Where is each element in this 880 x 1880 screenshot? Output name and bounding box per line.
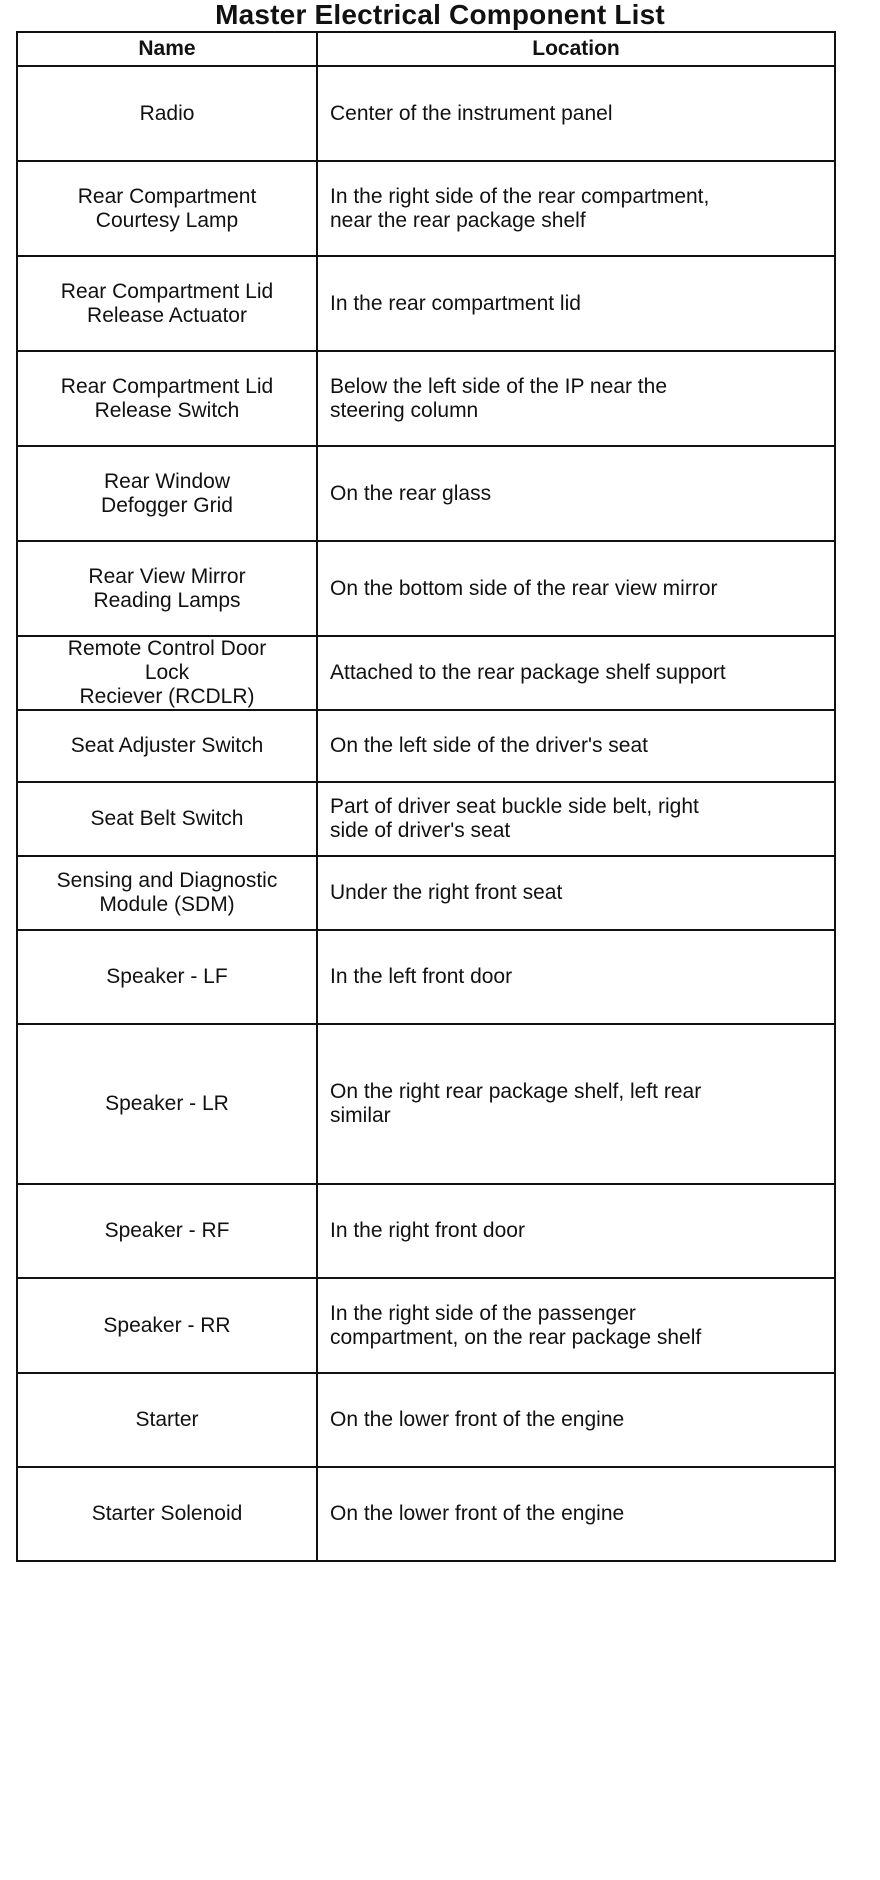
component-name-cell bbox=[17, 710, 317, 782]
component-location: In the right side of the passenger compartment, on the rear package shelf bbox=[330, 1301, 702, 1349]
component-name-cell bbox=[17, 636, 317, 710]
component-name-cell bbox=[17, 856, 317, 930]
component-location-cell bbox=[317, 1184, 835, 1278]
component-location: On the lower front of the engine bbox=[330, 1408, 625, 1431]
component-location-cell bbox=[317, 1373, 835, 1467]
component-name: Speaker - LR bbox=[105, 1092, 229, 1115]
component-name: Rear Compartment Courtesy Lamp bbox=[77, 184, 257, 232]
component-name-cell bbox=[17, 541, 317, 636]
table-row bbox=[17, 1278, 835, 1373]
component-location: On the left side of the driver's seat bbox=[330, 734, 649, 757]
table-row bbox=[17, 636, 835, 710]
column-header-name: Name bbox=[17, 32, 317, 66]
component-location-cell bbox=[317, 66, 835, 161]
component-name-cell bbox=[17, 782, 317, 856]
component-location-cell bbox=[317, 351, 835, 446]
component-location: On the bottom side of the rear view mirror bbox=[330, 576, 718, 600]
component-name-cell bbox=[17, 256, 317, 351]
component-table bbox=[16, 31, 836, 1562]
table-row bbox=[17, 541, 835, 636]
component-location-cell bbox=[317, 856, 835, 930]
component-location: Below the left side of the IP near the steering column bbox=[330, 374, 667, 422]
component-name: Starter Solenoid bbox=[91, 1502, 243, 1525]
component-name: Rear View Mirror Reading Lamps bbox=[88, 564, 246, 612]
table-row bbox=[17, 930, 835, 1024]
component-location: Attached to the rear package shelf support bbox=[330, 661, 726, 684]
table-row bbox=[17, 1024, 835, 1184]
component-location: Center of the instrument panel bbox=[330, 101, 613, 125]
component-name-cell bbox=[17, 1184, 317, 1278]
component-location-cell bbox=[317, 1467, 835, 1561]
component-name-cell bbox=[17, 930, 317, 1024]
table-row bbox=[17, 256, 835, 351]
table-row bbox=[17, 161, 835, 256]
table-row bbox=[17, 446, 835, 541]
component-name: Remote Control Door Lock Reciever (RCDLR) bbox=[67, 637, 267, 708]
table-row bbox=[17, 66, 835, 161]
component-name-cell bbox=[17, 161, 317, 256]
component-name-cell bbox=[17, 1467, 317, 1561]
component-name: Sensing and Diagnostic Module (SDM) bbox=[56, 869, 278, 916]
table-row bbox=[17, 351, 835, 446]
component-location: Under the right front seat bbox=[330, 881, 563, 904]
table-row bbox=[17, 856, 835, 930]
component-location: On the rear glass bbox=[330, 481, 492, 505]
component-location-cell bbox=[317, 256, 835, 351]
component-location-cell bbox=[317, 161, 835, 256]
component-name: Rear Compartment Lid Release Actuator bbox=[60, 279, 274, 327]
table-row bbox=[17, 1467, 835, 1561]
component-name-cell bbox=[17, 1024, 317, 1184]
component-name: Rear Window Defogger Grid bbox=[101, 469, 233, 517]
component-location: On the lower front of the engine bbox=[330, 1502, 625, 1525]
component-name-cell bbox=[17, 351, 317, 446]
component-location-cell bbox=[317, 710, 835, 782]
table-row bbox=[17, 782, 835, 856]
page-title: Master Electrical Component List bbox=[215, 0, 665, 30]
column-header-location: Location bbox=[317, 32, 835, 66]
component-name-cell bbox=[17, 1278, 317, 1373]
component-name-cell bbox=[17, 446, 317, 541]
component-name: Radio bbox=[139, 101, 195, 125]
table-row bbox=[17, 1373, 835, 1467]
component-location-cell bbox=[317, 930, 835, 1024]
component-location: In the left front door bbox=[330, 965, 513, 988]
component-name: Speaker - RR bbox=[103, 1313, 231, 1337]
component-name: Seat Adjuster Switch bbox=[70, 734, 264, 757]
component-location: On the right rear package shelf, left rear similar bbox=[330, 1080, 702, 1127]
component-location-cell bbox=[317, 636, 835, 710]
component-name: Seat Belt Switch bbox=[90, 807, 244, 830]
component-location-cell bbox=[317, 541, 835, 636]
component-location-cell bbox=[317, 446, 835, 541]
component-name-cell bbox=[17, 66, 317, 161]
table-row bbox=[17, 710, 835, 782]
component-location-cell bbox=[317, 1024, 835, 1184]
table-header-row bbox=[17, 32, 835, 66]
component-name: Speaker - LF bbox=[106, 965, 228, 988]
component-location: In the rear compartment lid bbox=[330, 291, 581, 315]
component-location-cell bbox=[317, 1278, 835, 1373]
component-name-cell bbox=[17, 1373, 317, 1467]
component-name: Speaker - RF bbox=[104, 1219, 230, 1242]
component-location: Part of driver seat buckle side belt, right side of driver's seat bbox=[330, 795, 699, 842]
table-row bbox=[17, 1184, 835, 1278]
component-location: In the right front door bbox=[330, 1219, 525, 1242]
component-location: In the right side of the rear compartment, near the rear package shelf bbox=[330, 184, 710, 232]
component-location-cell bbox=[317, 782, 835, 856]
component-name: Rear Compartment Lid Release Switch bbox=[60, 374, 274, 422]
component-name: Starter bbox=[135, 1408, 199, 1431]
